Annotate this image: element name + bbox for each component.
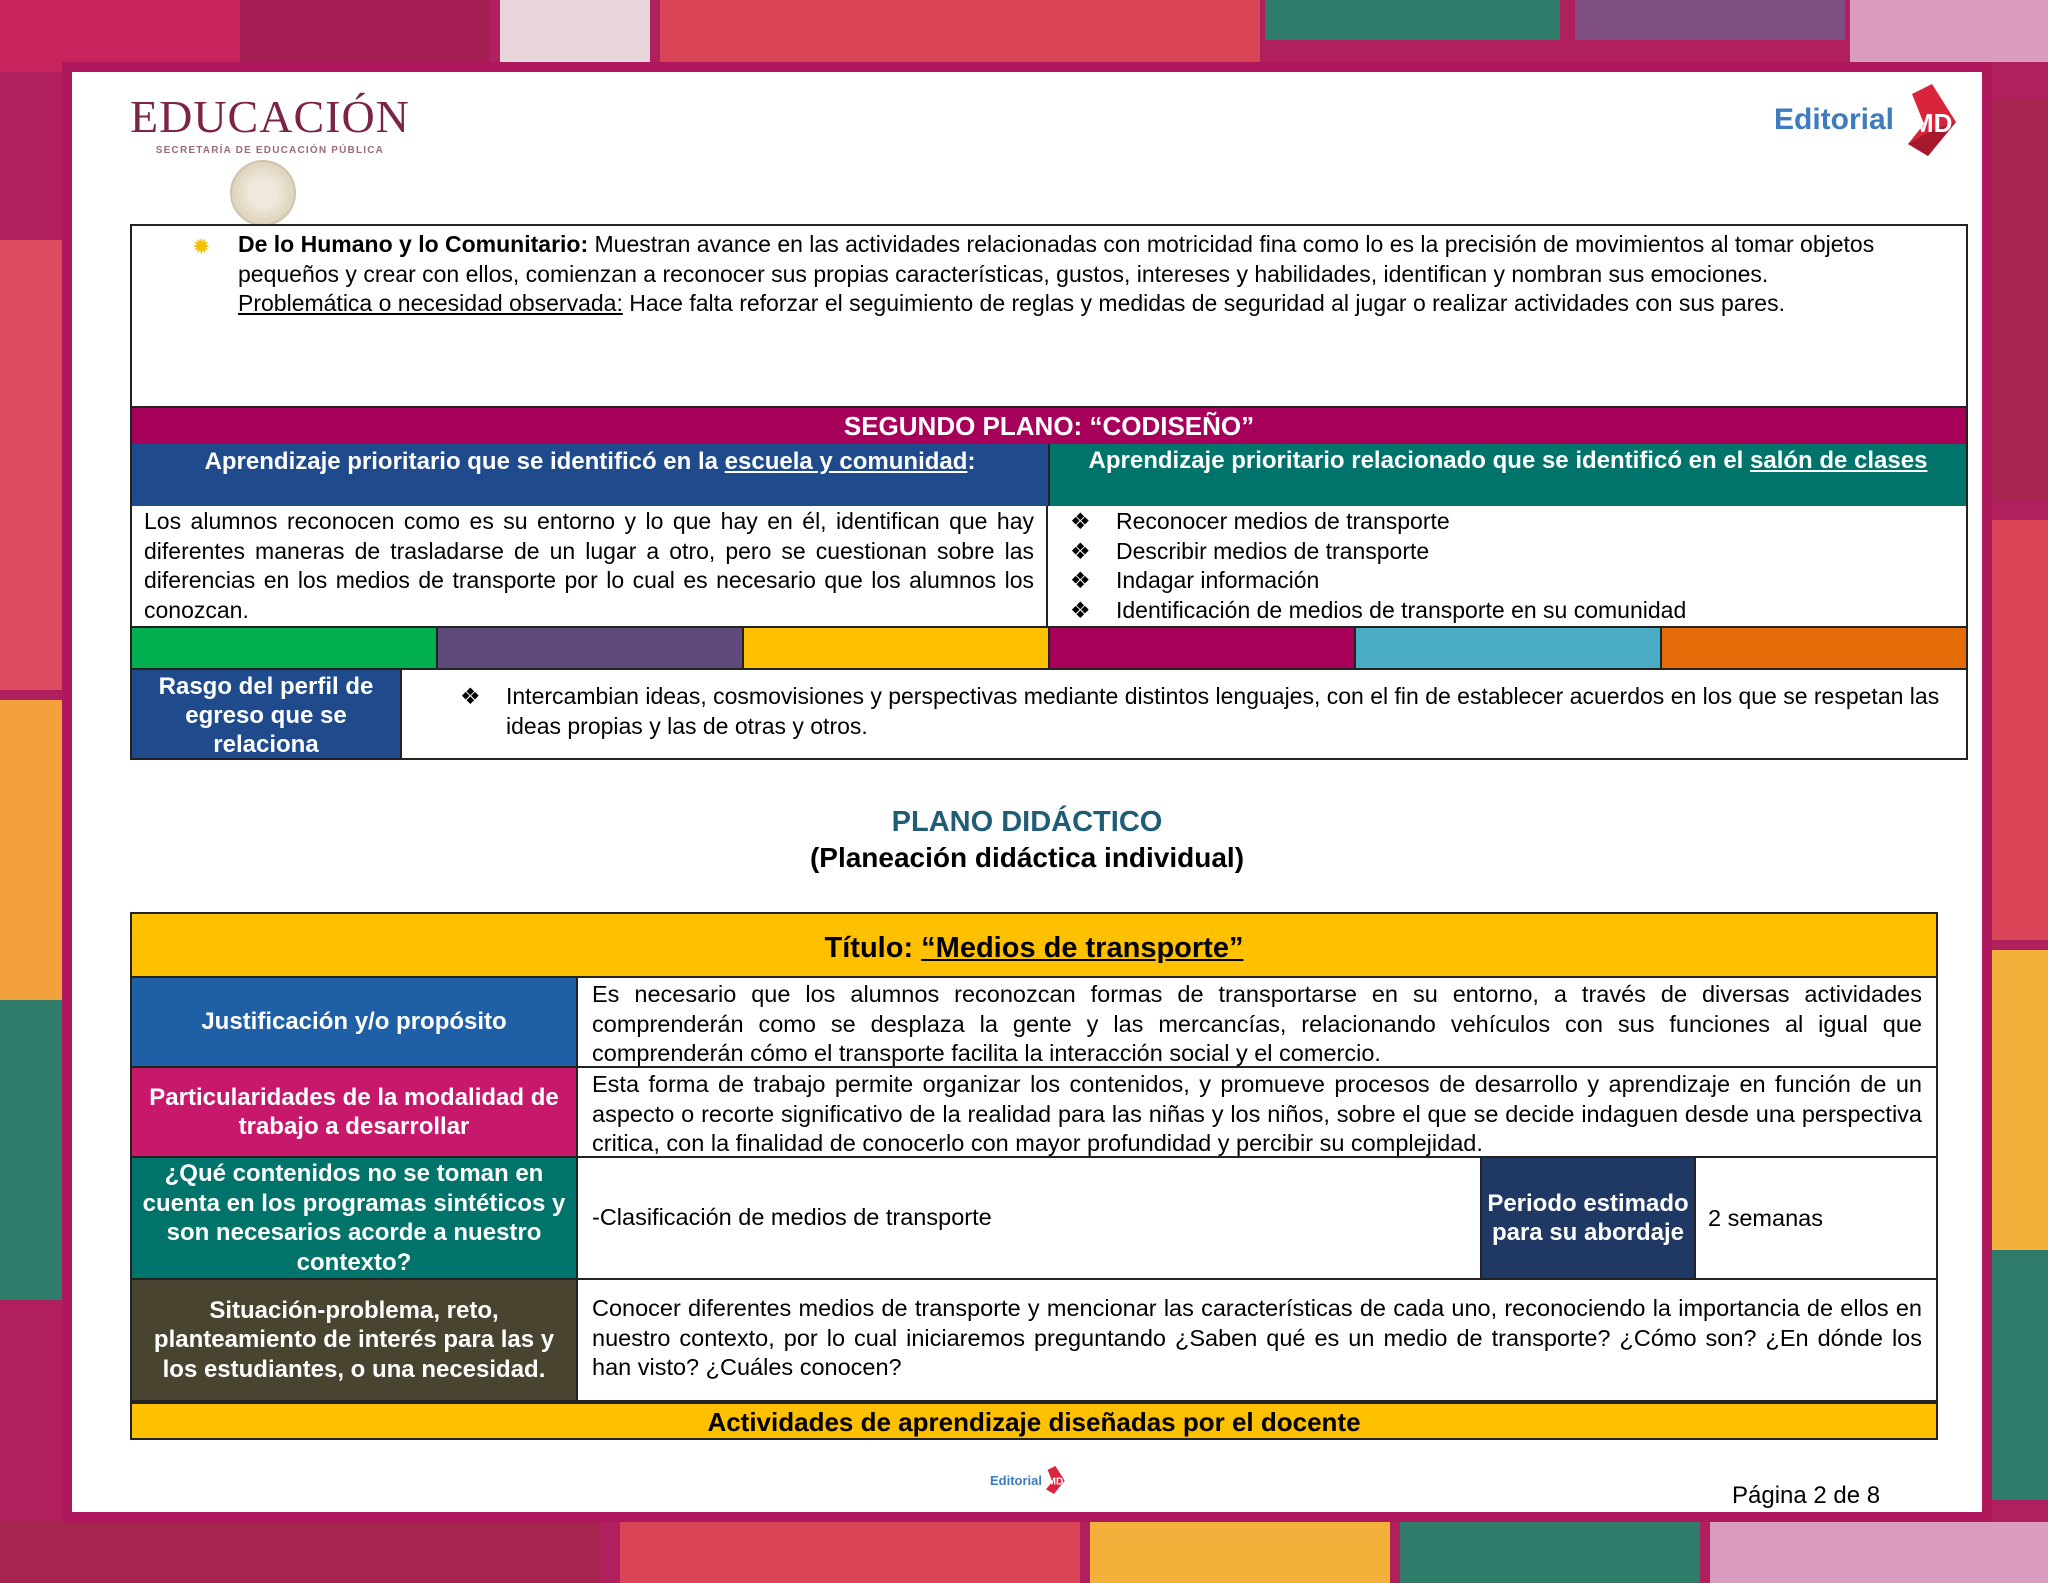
document-page: [72, 72, 1982, 1512]
bg-block: [0, 240, 62, 690]
list-item: [1070, 537, 1966, 567]
bg-block: [1992, 950, 2048, 1250]
color-strip-cell: [438, 628, 744, 668]
footer-logo-text: Editorial: [990, 1472, 1043, 1488]
aprendizaje-escuela-head-a: Aprendizaje prioritario que se identificó en la: [204, 448, 725, 475]
page-number: Página 2 de 8: [1732, 1482, 1881, 1509]
humano-description: Muestran avance en las actividades relacionadas con motricidad fina como lo es la precisión de movimientos al tomar objetos pequeños y crear con ellos, comienzan a reconocer sus propias características, gustos, intereses y habilidades, identifican y nombran sus emociones.: [238, 231, 1875, 287]
md-logo-mark: MD: [1912, 108, 1953, 138]
bg-block: [0, 700, 62, 1000]
periodo-label: Periodo estimado para su abordaje: [1480, 1158, 1696, 1278]
bg-block: [1710, 1522, 2048, 1583]
titulo-row: [132, 914, 1936, 978]
humano-text: [238, 230, 1948, 319]
list-item-text: Identificación de medios de transporte en su comunidad: [1116, 596, 1687, 623]
rasgo-perfil-label: Rasgo del perfil de egreso que se relaciona: [130, 670, 402, 760]
periodo-value: 2 semanas: [1708, 1204, 1823, 1231]
footer-editorial-logo: [990, 1466, 1068, 1494]
sep-logo-word: EDUCACIÓN: [130, 91, 410, 142]
table-row: [132, 1068, 1936, 1158]
list-item-text: Describir medios de transporte: [1116, 537, 1430, 564]
bg-block: [1992, 1250, 2048, 1500]
contenidos-label: ¿Qué contenidos no se toman en cuenta en los programas sintéticos y son necesarios acorde a nuestro contexto?: [132, 1158, 578, 1278]
bg-block: [1992, 100, 2048, 500]
md-logo-icon: [1898, 84, 1964, 156]
aprendizaje-escuela-body: Los alumnos reconocen como es su entorno y lo que hay en él, identifican que hay diferentes maneras de trasladarse de un lugar a otro, pero se cuestionan sobre las diferencias en los medios de transporte por lo cual es necesario que los alumnos los conozcan.: [130, 506, 1048, 628]
table-row: [132, 1158, 1936, 1280]
rasgo-perfil-body: [402, 670, 1968, 760]
diamond-bullet-icon: ❖: [1070, 596, 1091, 623]
aprendizaje-salon-header: [1048, 444, 1968, 506]
editorial-md-logo-text: Editorial: [1773, 103, 1894, 136]
bg-block: [1400, 1522, 1700, 1583]
bg-block: [500, 0, 650, 62]
diamond-bullet-icon: ❖: [1070, 508, 1091, 534]
bg-block: [1265, 0, 1560, 40]
humano-comunitario-box: [130, 224, 1968, 408]
plano-didactico-table: [130, 912, 1938, 1440]
actividades-row: Actividades de aprendizaje diseñadas por el docente: [132, 1402, 1936, 1438]
contenidos-text: -Clasificación de medios de transporte: [592, 1204, 992, 1231]
aprendizaje-salon-head-a: Aprendizaje prioritario relacionado que se identificó en el: [1088, 447, 1751, 474]
aprendizaje-salon-list: [1048, 506, 1968, 628]
justificacion-label: Justificación y/o propósito: [132, 978, 578, 1066]
bg-block: [1575, 0, 1845, 40]
color-strip-cell: [1356, 628, 1662, 668]
md-logo-icon: [1042, 1466, 1068, 1494]
aprendizaje-escuela-header: [130, 444, 1048, 506]
footer-logo-mark: MD: [1047, 1476, 1064, 1488]
rasgo-perfil-text: Intercambian ideas, cosmovisiones y perspectivas mediante distintos lenguajes, con el fin de establecer acuerdos en los que se respetan las ideas propias y las de otras y otros.: [506, 683, 1940, 739]
editorial-md-logo: [1774, 80, 1964, 160]
aprendizaje-salon-link: salón de clases: [1750, 447, 1928, 474]
problem-label: Problemática o necesidad observada:: [238, 290, 623, 316]
situacion-text: Conocer diferentes medios de transporte y mencionar las características de cada uno, reconociendo la importancia de ellos en nuestro contexto, por lo cual iniciaremos preguntando ¿Saben qué es un medio de transporte? ¿Cómo son? ¿En dónde los han visto? ¿Cuáles conocen?: [592, 1295, 1922, 1380]
bg-block: [0, 1000, 62, 1300]
plano-didactico-subtitle: (Planeación didáctica individual): [809, 842, 1245, 873]
particularidades-label: Particularidades de la modalidad de trabajo a desarrollar: [132, 1068, 578, 1156]
plano-didactico-title: PLANO DIDÁCTICO: [891, 806, 1163, 838]
aprendizaje-escuela-link: escuela y comunidad: [724, 448, 968, 475]
bg-block: [620, 1522, 1080, 1583]
problem-text: Hace falta reforzar el seguimiento de reglas y medidas de seguridad al jugar o realizar actividades con sus pares.: [622, 290, 1785, 316]
titulo-value: “Medios de transporte”: [921, 932, 1244, 964]
diamond-bullet-icon: ❖: [460, 683, 481, 709]
table-row: [132, 1280, 1936, 1402]
sep-logo: [130, 90, 410, 156]
situacion-label: Situación-problema, reto, planteamiento de interés para las y los estudiantes, o una necesidad.: [132, 1280, 578, 1400]
list-item-text: Reconocer medios de transporte: [1116, 508, 1450, 534]
sep-logo-subtitle: SECRETARÍA DE EDUCACIÓN PÚBLICA: [155, 145, 385, 156]
titulo-label: Título:: [824, 932, 922, 964]
color-strip-cell: [1050, 628, 1356, 668]
list-item: [1070, 596, 1966, 626]
list-item: [1070, 566, 1966, 596]
bg-block: [660, 0, 1260, 62]
aprendizaje-escuela-head-b: :: [967, 448, 976, 475]
table-row: [132, 978, 1936, 1068]
bg-block: [1090, 1522, 1390, 1583]
diamond-bullet-icon: ❖: [1070, 567, 1091, 593]
particularidades-text: Esta forma de trabajo permite organizar los contenidos, y promueve procesos de desarrollo y aprendizaje en función de un aspecto o recorte significativo de la realidad para las niñas y los niños, sobre el que se decide indaguen desde una perspectiva critica, con la finalidad de conocerlo con mayor profundidad y percibir su complejidad.: [592, 1071, 1922, 1156]
humano-heading: De lo Humano y lo Comunitario:: [238, 231, 589, 257]
mexico-seal-icon: [230, 160, 296, 226]
bg-block: [1992, 520, 2048, 940]
list-item-text: Indagar información: [1116, 567, 1320, 593]
list-item: [1070, 507, 1966, 537]
color-strip-cell: [1662, 628, 1966, 668]
justificacion-text: Es necesario que los alumnos reconozcan formas de transportarse en su entorno, a través de diversas actividades comprenderán como se desplaza la gente y las mercancías, relacionando vehículos con sus funciones al igual que comprenderán cómo el transporte facilita la interacción social y el comercio.: [592, 981, 1922, 1066]
color-strip: [130, 628, 1968, 670]
bg-block: [240, 0, 490, 62]
bg-block: [1850, 0, 2048, 62]
bg-block: [0, 1522, 600, 1583]
star-bullet-icon: ✹: [192, 234, 211, 259]
color-strip-cell: [744, 628, 1050, 668]
segundo-plano-title: SEGUNDO PLANO: “CODISEÑO”: [130, 408, 1968, 444]
color-strip-cell: [132, 628, 438, 668]
diamond-bullet-icon: ❖: [1070, 537, 1091, 564]
